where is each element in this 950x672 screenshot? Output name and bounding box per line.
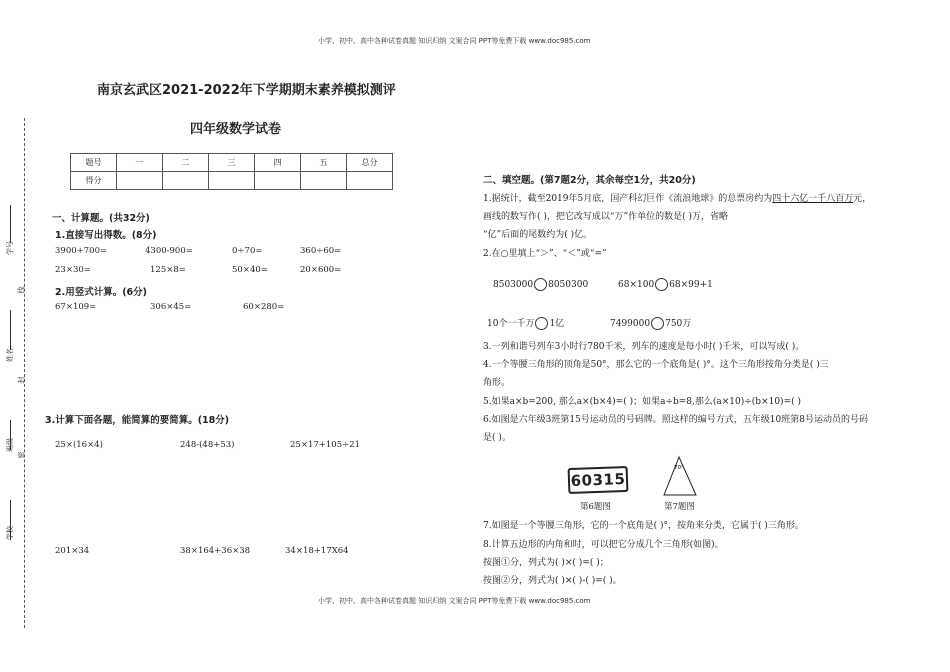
q1-underlined-number: 四十六亿一千八百万 [772,194,854,204]
score-cell[interactable] [347,172,393,190]
binding-blank-1 [10,205,11,243]
calc-item: 25×17+105÷21 [290,440,361,450]
compare-item [493,278,588,291]
vertical-item: 60×280= [243,302,285,312]
q3-text: 3.一列和谐号列车3小时行780千米，列车的速度是每小时( )千米，可以写成( )。 [483,342,805,352]
calc-item: 248-(48+53) [180,440,235,450]
table-cell: 二 [163,154,209,172]
compare-item [618,278,713,291]
figure-6-caption: 第6题图 [580,502,611,512]
q4-text: 4.一个等腰三角形的顶角是50°，那么它的一个底角是( )°。这个三角形按角分类是( )三 [483,360,829,370]
oral-item: 20×600= [300,265,342,275]
vertical-item: 67×109= [55,302,97,312]
q4-text-cont: 角形。 [483,378,511,388]
binding-blank-2 [10,310,11,350]
score-cell[interactable] [117,172,163,190]
binding-label-xingming: 姓名 [6,348,14,362]
q2-text: 2.在○里填上“＞”、“＜”或“=” [483,249,607,259]
compare-right: 68×99+1 [669,280,713,290]
figure-7-caption: 第7题图 [664,502,695,512]
binding-label-xuexiao: 学校 [6,526,14,540]
triangle-angle-label: 70° [674,465,684,471]
site-footer: 小学、初中、高中各种试卷真题 知识归纳 文案合同 PPT等免费下载 www.doc985.com [318,597,591,605]
q7-text: 7.如图是一个等腰三角形，它的一个底角是( )°，按角来分类，它属于( )三角形。 [483,521,804,531]
exam-subtitle: 四年级数学试卷 [190,122,282,137]
score-cell[interactable] [301,172,347,190]
q8-line-a: 按图①分，列式为( )×( )=( )； [483,558,609,568]
score-table-header-row [71,154,393,172]
section-1-heading: 一、计算题。(共32分) [52,213,150,224]
calc-item: 25×(16×4) [55,440,103,450]
oral-item: 50×40= [232,265,268,275]
score-table [70,153,393,190]
binding-label-xian: 线 [17,286,26,294]
compare-item [487,316,564,330]
oral-item: 23×30= [55,265,91,275]
badge-number: 60315 [570,470,626,490]
site-header: 小学、初中、高中各种试卷真题 知识归纳 文案合同 PPT等免费下载 www.doc985.com [318,37,591,45]
oral-item: 360÷60= [300,246,342,256]
binding-label-banji: 班级 [6,438,14,452]
calc-item: 201×34 [55,546,90,556]
compare-left: 10个一千万 [487,319,535,329]
compare-right: 8050300 [548,280,589,290]
q1-text: 1.据统计，截至2019年5月底，国产科幻巨作《流浪地球》的总票房约为 [483,194,773,204]
table-cell: 三 [209,154,255,172]
oral-item: 125×8= [150,265,186,275]
q6-text: 6.如图是六年级3班第15号运动员的号码牌。照这样的编号方式，五年级10班第8号运动员的号码 [483,415,868,425]
oral-item: 3900+700= [55,246,108,256]
compare-circle[interactable] [534,278,547,291]
number-badge [568,466,629,494]
q6-text-cont: 是( )。 [483,433,511,443]
binding-line [24,118,25,628]
q5-text: 5.如果a×b=200, 那么a×(b×4)=( )；如果a÷b=8,那么(a×10)÷(b×10)=( ) [483,397,801,407]
calc-item: 34×18+17X64 [285,546,349,556]
section-2-heading: 二、填空题。(第7题2分，其余每空1分，共20分) [483,175,696,186]
q1-3-heading: 3.计算下面各题，能简算的要简算。(18分) [45,415,230,426]
compare-left: 8503000 [493,280,534,290]
compare-left: 7499000 [610,319,651,329]
q1-line-2: 画线的数写作( )，把它改写成以“万”作单位的数是( )万，省略 [483,212,728,222]
table-cell: 得分 [71,172,117,190]
oral-item: 0÷70= [232,246,263,256]
exam-title: 南京玄武区2021-2022年下学期期末素养模拟测评 [97,83,396,98]
q1-text-end: 元， [853,194,872,204]
table-cell: 一 [117,154,163,172]
q8-text: 8.计算五边形的内角和时，可以把它分成几个三角形(如图)。 [483,540,724,550]
compare-right: 750万 [665,319,692,329]
calc-item: 38×164+36×38 [180,546,251,556]
score-cell[interactable] [209,172,255,190]
score-table-score-row [71,172,393,190]
q8-line-b: 按图②分，列式为( )×( )-( )=( )。 [483,576,622,586]
isosceles-triangle-figure [660,455,700,497]
q1-1-heading: 1.直接写出得数。(8分) [55,230,157,241]
table-cell: 四 [255,154,301,172]
oral-item: 4300-900= [145,246,193,256]
binding-label-xuehao: 学号 [6,241,14,255]
compare-left: 68×100 [618,280,655,290]
score-cell[interactable] [255,172,301,190]
vertical-item: 306×45= [150,302,192,312]
q1-2-heading: 2.用竖式计算。(6分) [55,287,148,298]
binding-label-mi: 密 [17,451,26,459]
table-cell: 五 [301,154,347,172]
compare-circle[interactable] [651,317,664,330]
table-cell: 总分 [347,154,393,172]
q1-line-1 [483,191,871,204]
table-cell: 题号 [71,154,117,172]
compare-right: 1亿 [549,319,565,329]
q1-line-3: “亿”后面的尾数约为( )亿。 [483,230,593,240]
binding-label-feng: 封 [17,376,26,384]
compare-circle[interactable] [535,317,548,330]
compare-item [610,316,691,330]
compare-circle[interactable] [655,278,668,291]
score-cell[interactable] [163,172,209,190]
